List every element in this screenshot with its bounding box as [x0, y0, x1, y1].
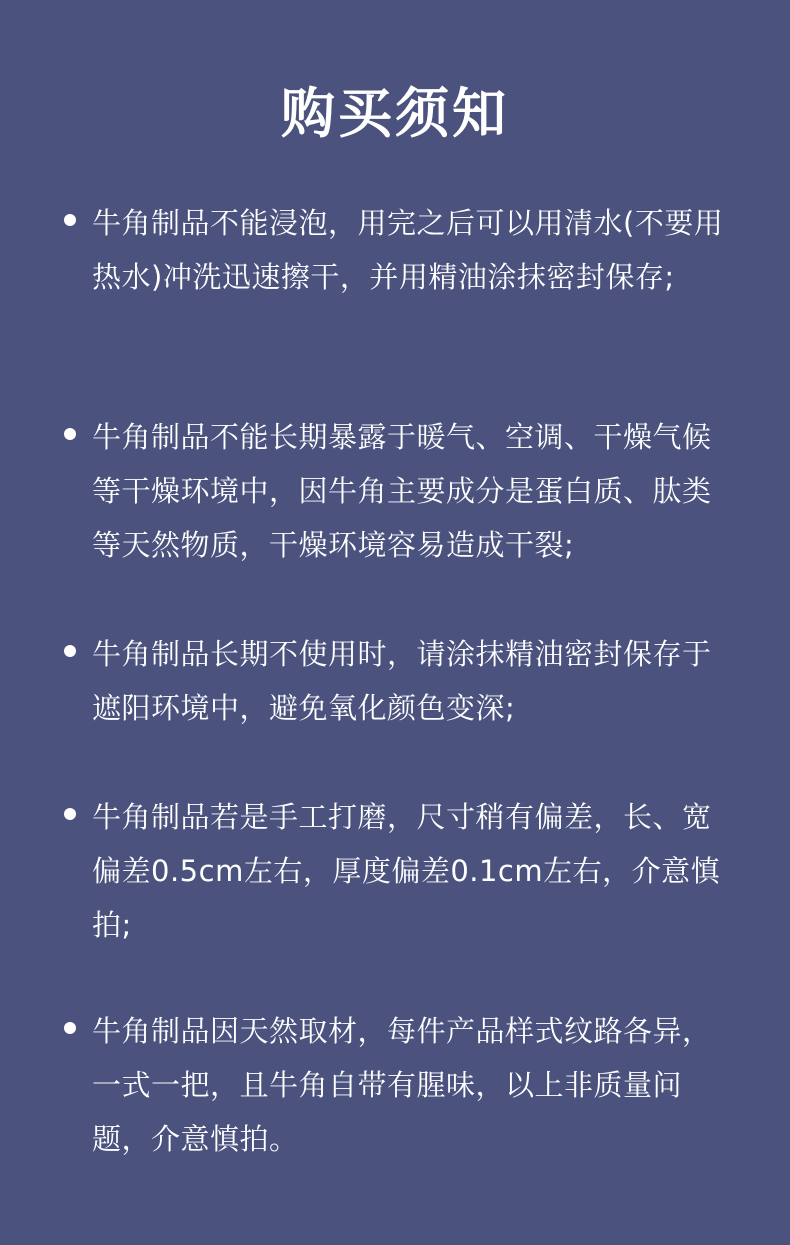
page-title: 购买须知 [281, 82, 509, 145]
bullet-dot-icon [64, 428, 76, 440]
notice-text: 牛角制品长期不使用时，请涂抹精油密封保存于遮阳环境中，避免氧化颜色变深; [92, 637, 712, 725]
bullet-dot-icon [64, 214, 76, 226]
bullet-dot-icon [64, 645, 76, 657]
bullet-dot-icon [64, 808, 76, 820]
notice-text: 牛角制品因天然取材，每件产品样式纹路各异，一式一把，且牛角自带有腥味，以上非质量问题，介意慎拍。 [92, 1014, 712, 1156]
notice-text: 牛角制品不能长期暴露于暖气、空调、干燥气候等干燥环境中，因牛角主要成分是蛋白质、肽类等天然物质，干燥环境容易造成干裂; [92, 420, 712, 562]
bullet-dot-icon [64, 1022, 76, 1034]
notice-text: 牛角制品若是手工打磨，尺寸稍有偏差，长、宽偏差0.5cm左右，厚度偏差0.1cm左右，介意慎拍; [92, 800, 721, 942]
notice-text: 牛角制品不能浸泡，用完之后可以用清水(不要用热水)冲洗迅速擦干，并用精油涂抹密封保存; [92, 206, 724, 294]
